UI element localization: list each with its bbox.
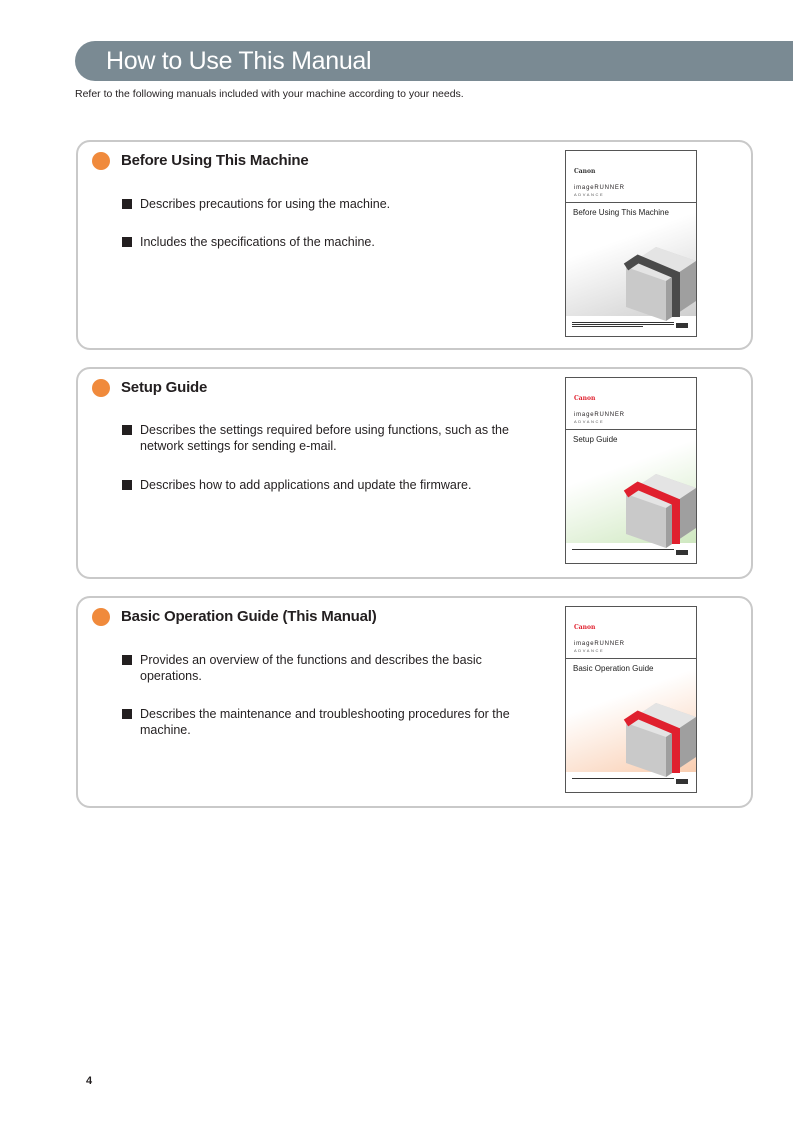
cover-brand: Canon (574, 168, 596, 175)
cover-brand: Canon (574, 395, 596, 402)
cover-series: imageRUNNER (574, 412, 625, 418)
orange-dot-icon (92, 608, 110, 626)
square-bullet-icon (122, 237, 132, 247)
bullet-item: Describes the maintenance and troubleshooting procedures for the machine. (122, 706, 540, 738)
cover-title: Before Using This Machine (573, 208, 669, 217)
orange-dot-icon (92, 379, 110, 397)
cover-subseries: ADVANCE (574, 648, 605, 653)
manual-cover-image (565, 377, 697, 564)
section-title: Before Using This Machine (121, 152, 309, 169)
cover-series: imageRUNNER (574, 641, 625, 647)
square-bullet-icon (122, 655, 132, 665)
bullet-item: Describes the settings required before using functions, such as the network settings for sending e-mail. (122, 422, 540, 454)
cover-series: imageRUNNER (574, 185, 625, 191)
cover-title: Setup Guide (573, 435, 618, 444)
bullet-item: Includes the specifications of the machine. (122, 234, 540, 250)
page-title: How to Use This Manual (106, 47, 372, 75)
cube-icon (616, 468, 696, 548)
section-before-using (76, 140, 753, 350)
cover-title: Basic Operation Guide (573, 664, 654, 673)
orange-dot-icon (92, 152, 110, 170)
section-title: Basic Operation Guide (This Manual) (121, 608, 377, 625)
intro-text: Refer to the following manuals included with your machine according to your needs. (75, 88, 464, 100)
cover-brand: Canon (574, 624, 596, 631)
page-number: 4 (86, 1075, 93, 1087)
bullet-item: Describes precautions for using the machine. (122, 196, 540, 212)
section-setup-guide (76, 367, 753, 579)
section-basic-operation (76, 596, 753, 808)
cube-icon (616, 241, 696, 321)
manual-cover-image (565, 606, 697, 793)
bullet-item: Provides an overview of the functions and describes the basic operations. (122, 652, 540, 684)
bullet-item: Describes how to add applications and update the firmware. (122, 477, 540, 493)
manual-cover-image (565, 150, 697, 337)
section-title: Setup Guide (121, 379, 208, 396)
cube-icon (616, 697, 696, 777)
square-bullet-icon (122, 425, 132, 435)
square-bullet-icon (122, 199, 132, 209)
cover-subseries: ADVANCE (574, 192, 605, 197)
cover-subseries: ADVANCE (574, 419, 605, 424)
header-band (75, 41, 793, 81)
square-bullet-icon (122, 480, 132, 490)
square-bullet-icon (122, 709, 132, 719)
